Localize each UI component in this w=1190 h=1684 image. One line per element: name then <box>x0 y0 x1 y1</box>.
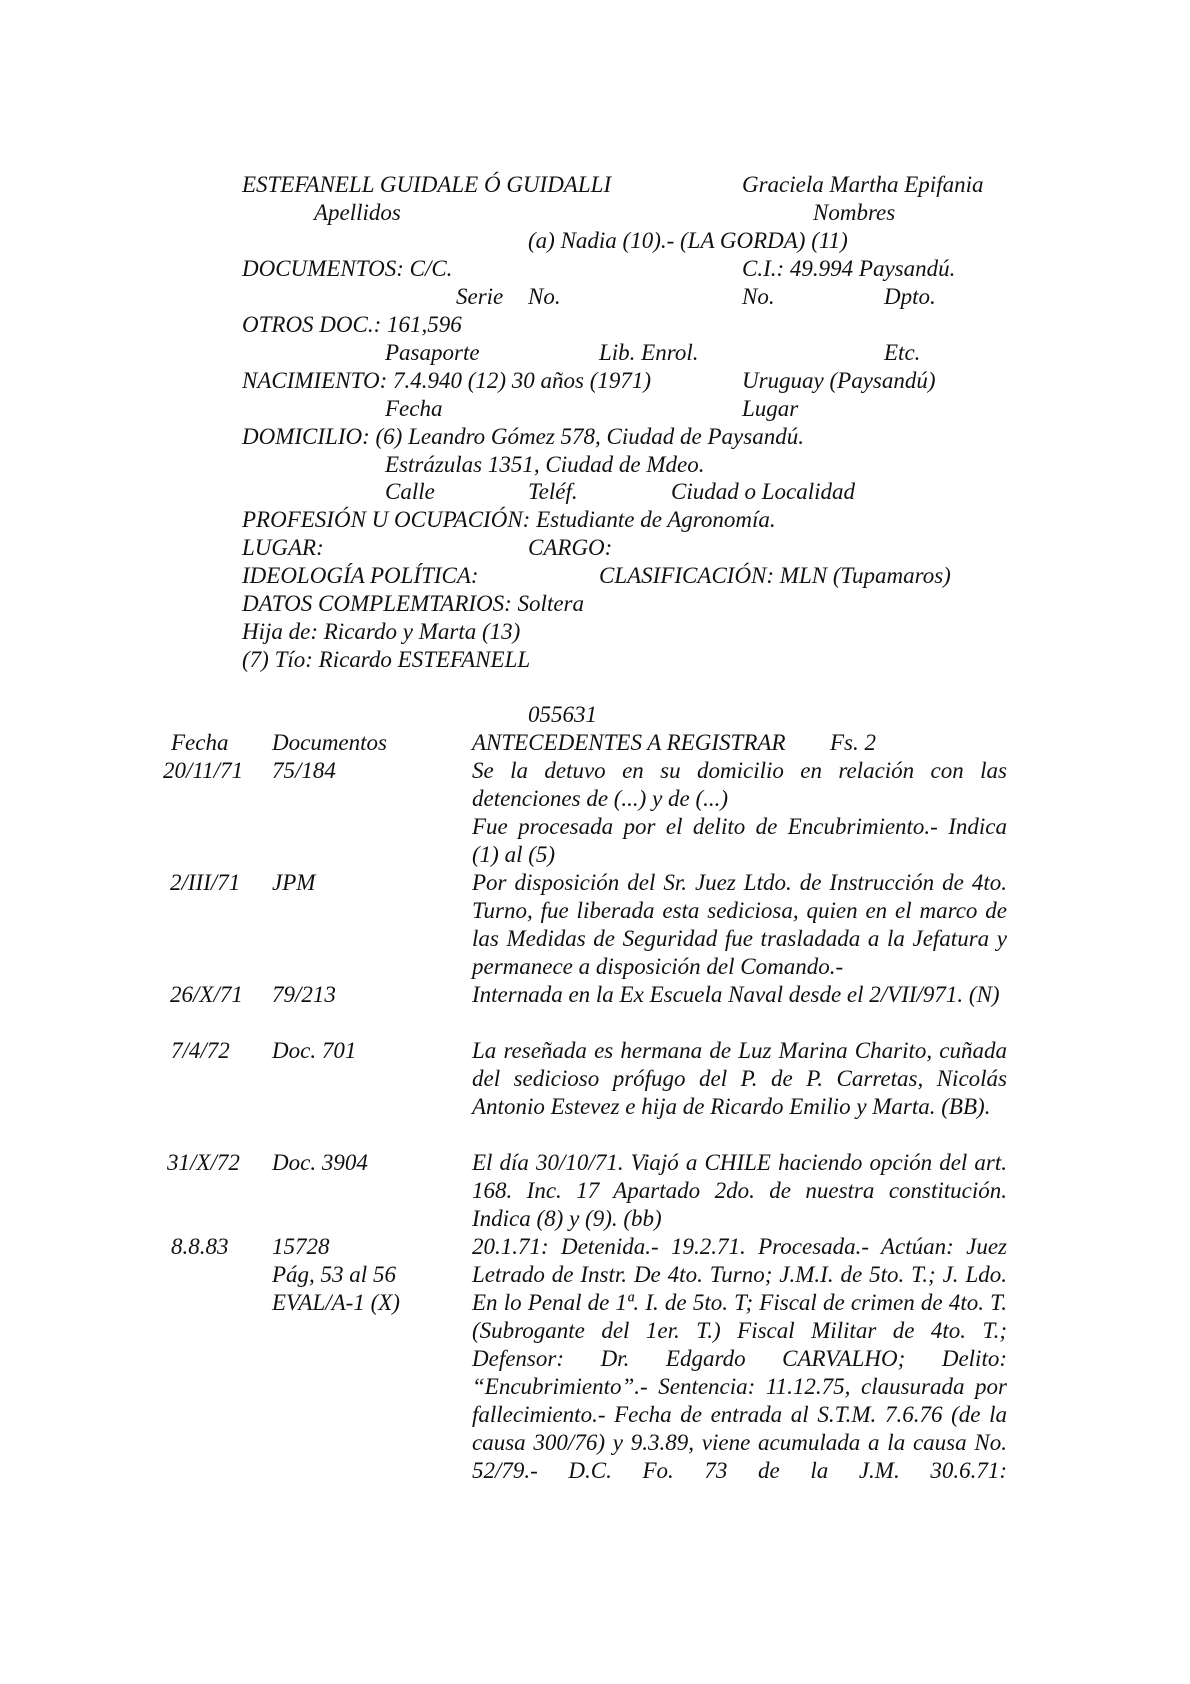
given-names-label: Nombres <box>813 200 896 225</box>
row-date: 7/4/72 <box>171 1038 230 1063</box>
serie-label: Serie <box>456 284 504 309</box>
row-entry-text: Fue procesada por el delito de Encubrimiento.- Indica (1) al (5) <box>472 814 1007 867</box>
row-entry-text: La reseñada es hermana de Luz Marina Charito, cuñada del sedicioso prófugo del P. de P. Carretas, Nicolás Antonio Estevez e hija de Ricardo Emilio y Marta. (BB). <box>472 1038 1007 1119</box>
row-date: 26/X/71 <box>170 982 243 1007</box>
lugar-field: LUGAR: <box>242 535 324 560</box>
row-document-evaluation: EVAL/A-1 (X) <box>272 1290 400 1315</box>
telef-label: Teléf. <box>528 479 578 504</box>
column-header-fecha: Fecha <box>171 730 229 755</box>
cargo-field: CARGO: <box>528 535 613 560</box>
datos-complementarios: DATOS COMPLEMTARIOS: Soltera <box>242 591 585 616</box>
profesion: PROFESIÓN U OCUPACIÓN: Estudiante de Agronomía. <box>242 507 776 532</box>
column-header-documentos: Documentos <box>272 730 387 755</box>
surnames: ESTEFANELL GUIDALE Ó GUIDALLI <box>242 172 612 197</box>
domicilio-second: Estrázulas 1351, Ciudad de Mdeo. <box>385 452 705 477</box>
fecha-label: Fecha <box>385 396 443 421</box>
calle-label: Calle <box>385 479 435 504</box>
dpto-label: Dpto. <box>884 284 936 309</box>
clasificacion: CLASIFICACIÓN: MLN (Tupamaros) <box>599 563 951 588</box>
row-document: JPM <box>272 870 316 895</box>
uncle: (7) Tío: Ricardo ESTEFANELL <box>242 647 531 672</box>
record-number: 055631 <box>528 702 597 727</box>
row-document: 75/184 <box>272 758 336 783</box>
otros-doc: OTROS DOC.: 161,596 <box>242 312 462 337</box>
row-date: 31/X/72 <box>167 1150 240 1175</box>
row-date: 8.8.83 <box>171 1234 229 1259</box>
surnames-label: Apellidos <box>314 200 401 225</box>
row-entry-text: El día 30/10/71. Viajó a CHILE haciendo opción del art. 168. Inc. 17 Apartado 2do. de nuestra constitución. Indica (8) y (9). (bb) <box>472 1150 1007 1231</box>
documents-line: DOCUMENTOS: C/C. <box>242 256 453 281</box>
given-names: Graciela Martha Epifania <box>742 172 984 197</box>
row-entry-text: 20.1.71: Detenida.- 19.2.71. Procesada.- Actúan: Juez Letrado de Instr. De 4to. Turno; J.M.I. de 5to. T.; J. Ldo. En lo Penal de 1ª. I. de 5to. T; Fiscal de crimen de 4to. T. (Subrogante del 1er. T.) Fiscal Militar de 4to. T.; Defensor: Dr. Edgardo CARVALHO; Delito: “Encubrimiento”.- Sentencia: 11.12.75, clausurada por fallecimiento.- Fecha de entrada al S.T.M. 7.6.76 (de la causa 300/76) y 9.3.89, viene acumulada a la causa No. 52/79.- D.C. Fo. 73 de la J.M. 30.6.71: <box>472 1234 1007 1483</box>
domicilio: DOMICILIO: (6) Leandro Gómez 578, Ciudad de Paysandú. <box>242 424 804 449</box>
nacimiento: NACIMIENTO: 7.4.940 (12) 30 años (1971) <box>242 368 652 393</box>
etc-label: Etc. <box>884 340 921 365</box>
alias: (a) Nadia (10).- (LA GORDA) (11) <box>528 228 848 253</box>
row-date: 20/11/71 <box>163 758 244 783</box>
row-entry-text: Por disposición del Sr. Juez Ltdo. de Instrucción de 4to. Turno, fue liberada esta sediciosa, quien en el marco de las Medidas de Seguridad fue trasladada a la Jefatura y permanece a disposición del Comando.- <box>472 870 1007 979</box>
row-document: Doc. 701 <box>272 1038 357 1063</box>
pasaporte-label: Pasaporte <box>385 340 480 365</box>
column-header-antecedentes: ANTECEDENTES A REGISTRAR <box>472 730 786 755</box>
row-document: Doc. 3904 <box>272 1150 368 1175</box>
birthplace: Uruguay (Paysandú) <box>742 368 936 393</box>
row-document: 79/213 <box>272 982 336 1007</box>
lugar-label: Lugar <box>742 396 799 421</box>
ciudad-label: Ciudad o Localidad <box>671 479 856 504</box>
ideologia: IDEOLOGÍA POLÍTICA: <box>242 563 479 588</box>
lib-enrol-label: Lib. Enrol. <box>599 340 699 365</box>
parents: Hija de: Ricardo y Marta (13) <box>242 619 521 644</box>
folio-number: Fs. 2 <box>830 730 876 755</box>
row-date: 2/III/71 <box>170 870 241 895</box>
row-entry-text: Se la detuvo en su domicilio en relación con las detenciones de (...) y de (...) <box>472 758 1007 811</box>
row-document-pages: Pág, 53 al 56 <box>272 1262 396 1287</box>
ci-no-label: No. <box>742 284 775 309</box>
row-entry-text: Internada en la Ex Escuela Naval desde el 2/VII/971. (N) <box>472 982 1000 1007</box>
ci-number: C.I.: 49.994 Paysandú. <box>742 256 956 281</box>
row-document: 15728 <box>272 1234 330 1259</box>
no-label: No. <box>528 284 561 309</box>
